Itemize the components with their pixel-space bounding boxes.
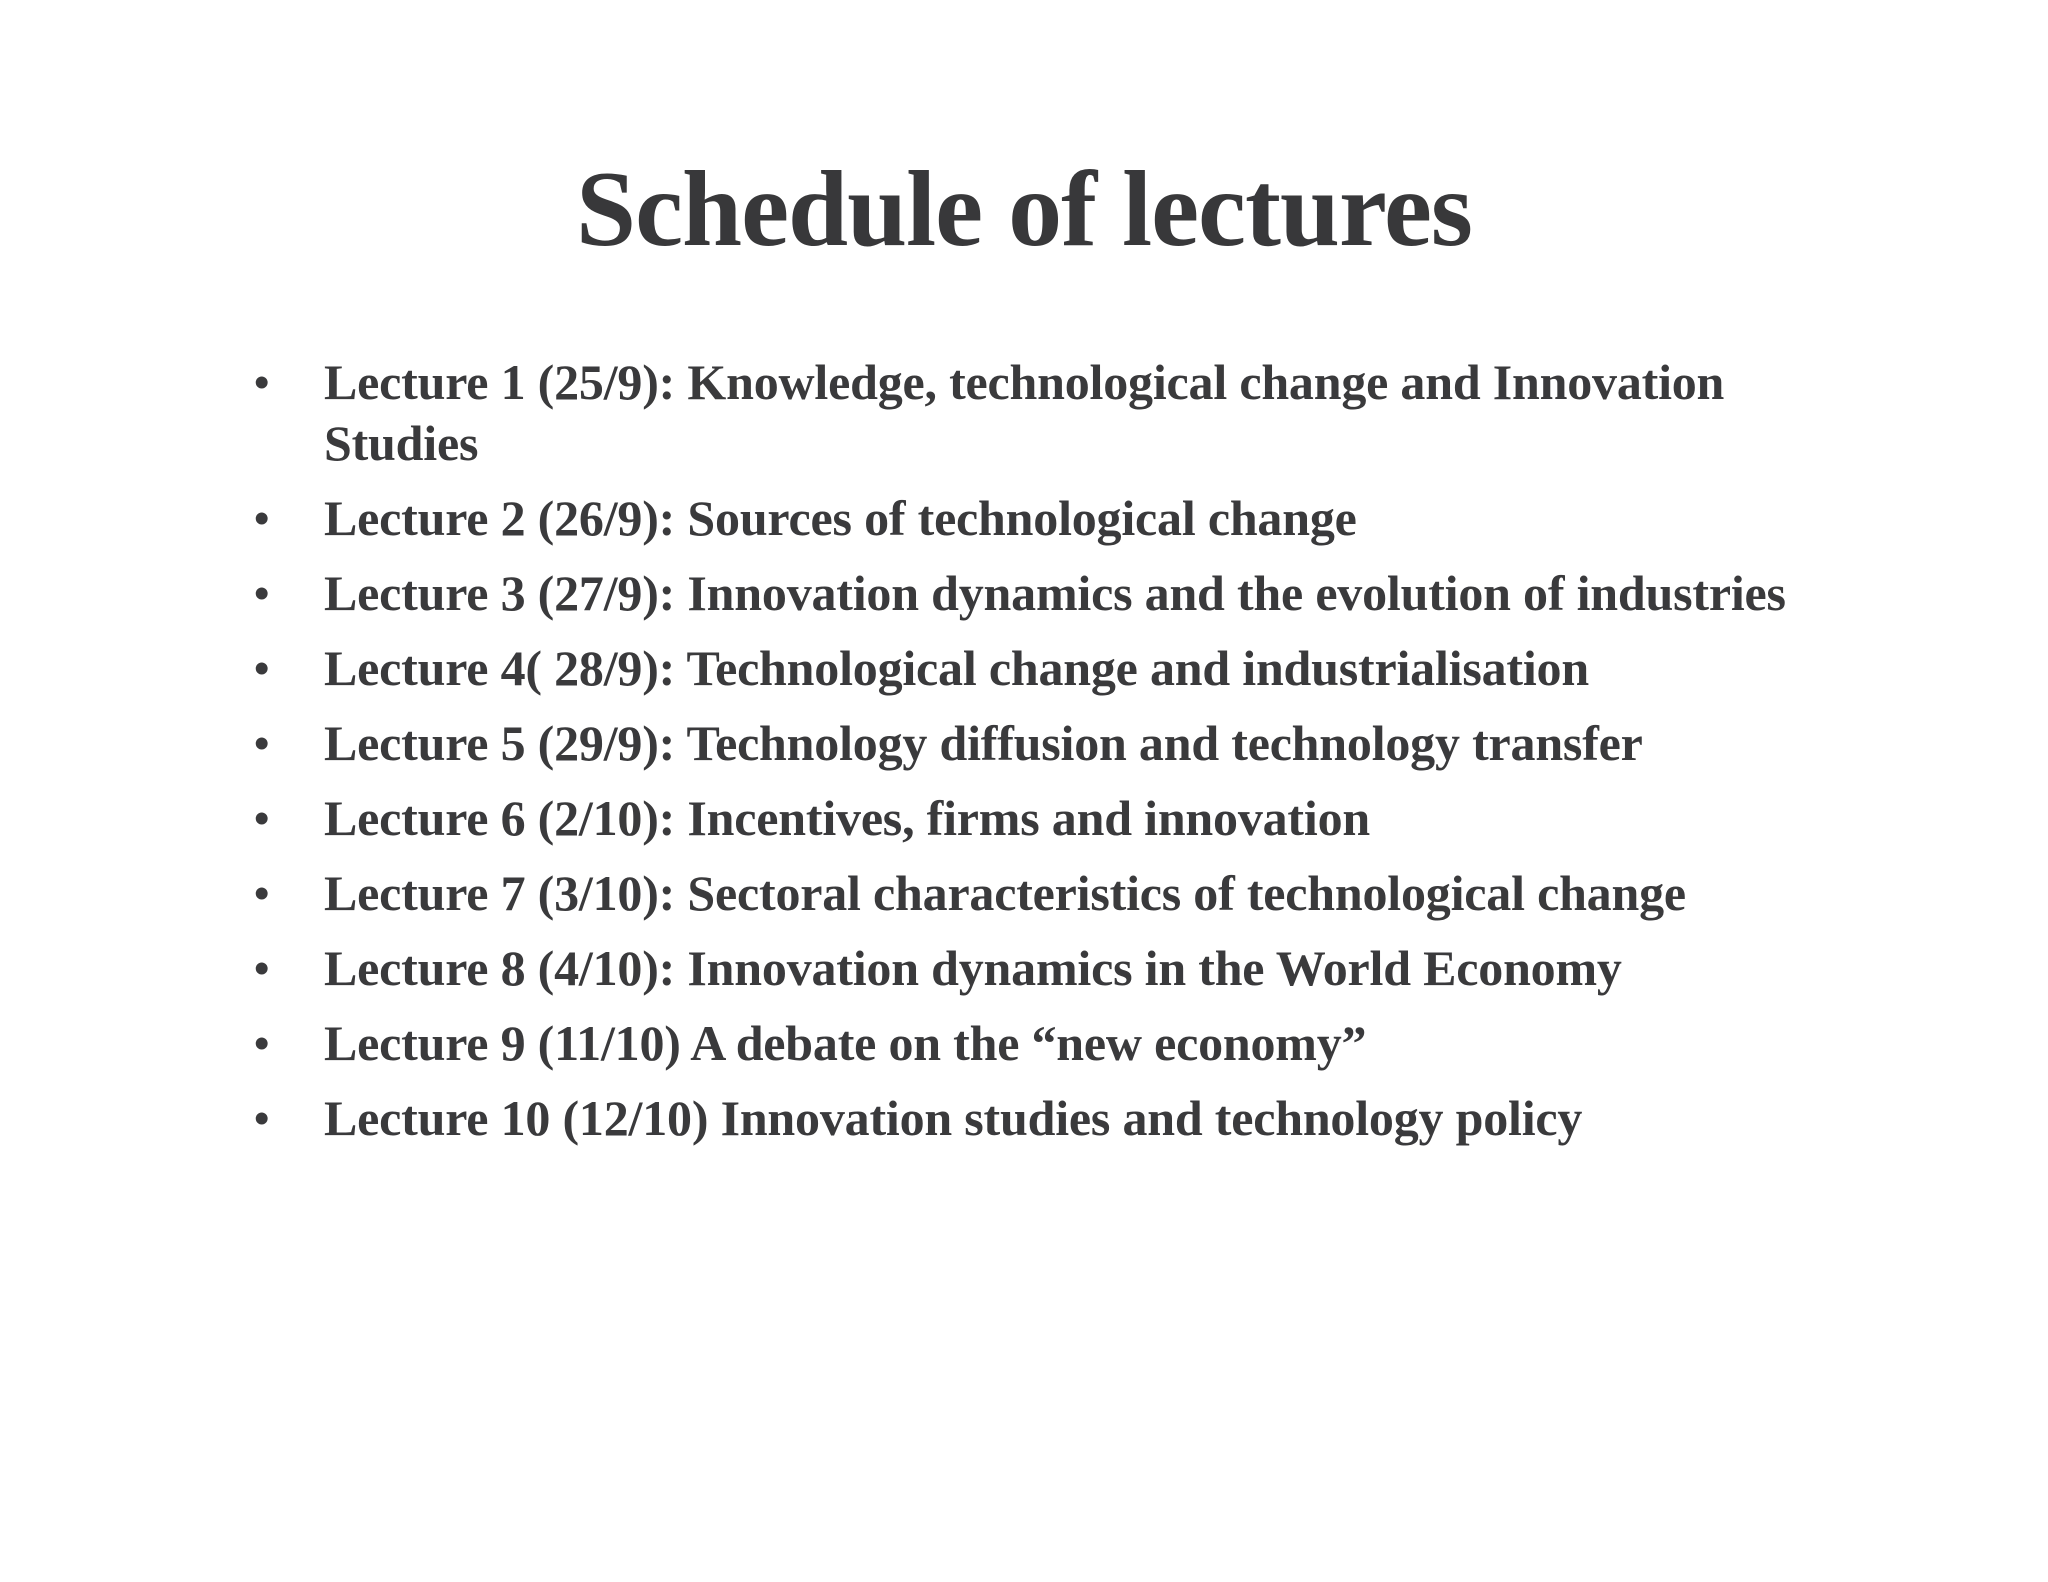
lecture-text: Lecture 2 (26/9): Sources of technological change — [324, 490, 1357, 546]
list-item — [252, 938, 1812, 999]
list-item — [252, 1088, 1812, 1149]
list-item — [252, 638, 1812, 699]
bullet-icon: • — [254, 494, 270, 543]
bullet-icon: • — [254, 944, 270, 993]
list-item — [252, 863, 1812, 924]
list-item — [252, 352, 1812, 474]
lecture-list — [252, 352, 1812, 1163]
lecture-text: Lecture 1 (25/9): Knowledge, technological change and Innovation Studies — [324, 354, 1725, 471]
bullet-icon: • — [254, 644, 270, 693]
bullet-icon: • — [254, 869, 270, 918]
lecture-text: Lecture 4( 28/9): Technological change and industrialisation — [324, 640, 1589, 696]
list-item — [252, 788, 1812, 849]
bullet-icon: • — [254, 1019, 270, 1068]
bullet-icon: • — [254, 358, 270, 407]
lecture-text: Lecture 7 (3/10): Sectoral characteristics of technological change — [324, 865, 1686, 921]
lecture-text: Lecture 5 (29/9): Technology diffusion and technology transfer — [324, 715, 1643, 771]
lecture-text: Lecture 3 (27/9): Innovation dynamics and the evolution of industries — [324, 565, 1786, 621]
lecture-text: Lecture 6 (2/10): Incentives, firms and innovation — [324, 790, 1370, 846]
page-title: Schedule of lectures — [576, 150, 1472, 269]
bullet-icon: • — [254, 569, 270, 618]
bullet-icon: • — [254, 719, 270, 768]
lecture-text: Lecture 9 (11/10) A debate on the “new economy” — [324, 1015, 1367, 1071]
bullet-icon: • — [254, 794, 270, 843]
list-item — [252, 563, 1812, 624]
lecture-text: Lecture 10 (12/10) Innovation studies and technology policy — [324, 1090, 1583, 1146]
bullet-icon: • — [254, 1094, 270, 1143]
list-item — [252, 1013, 1812, 1074]
list-item — [252, 488, 1812, 549]
lecture-text: Lecture 8 (4/10): Innovation dynamics in the World Economy — [324, 940, 1622, 996]
list-item — [252, 713, 1812, 774]
